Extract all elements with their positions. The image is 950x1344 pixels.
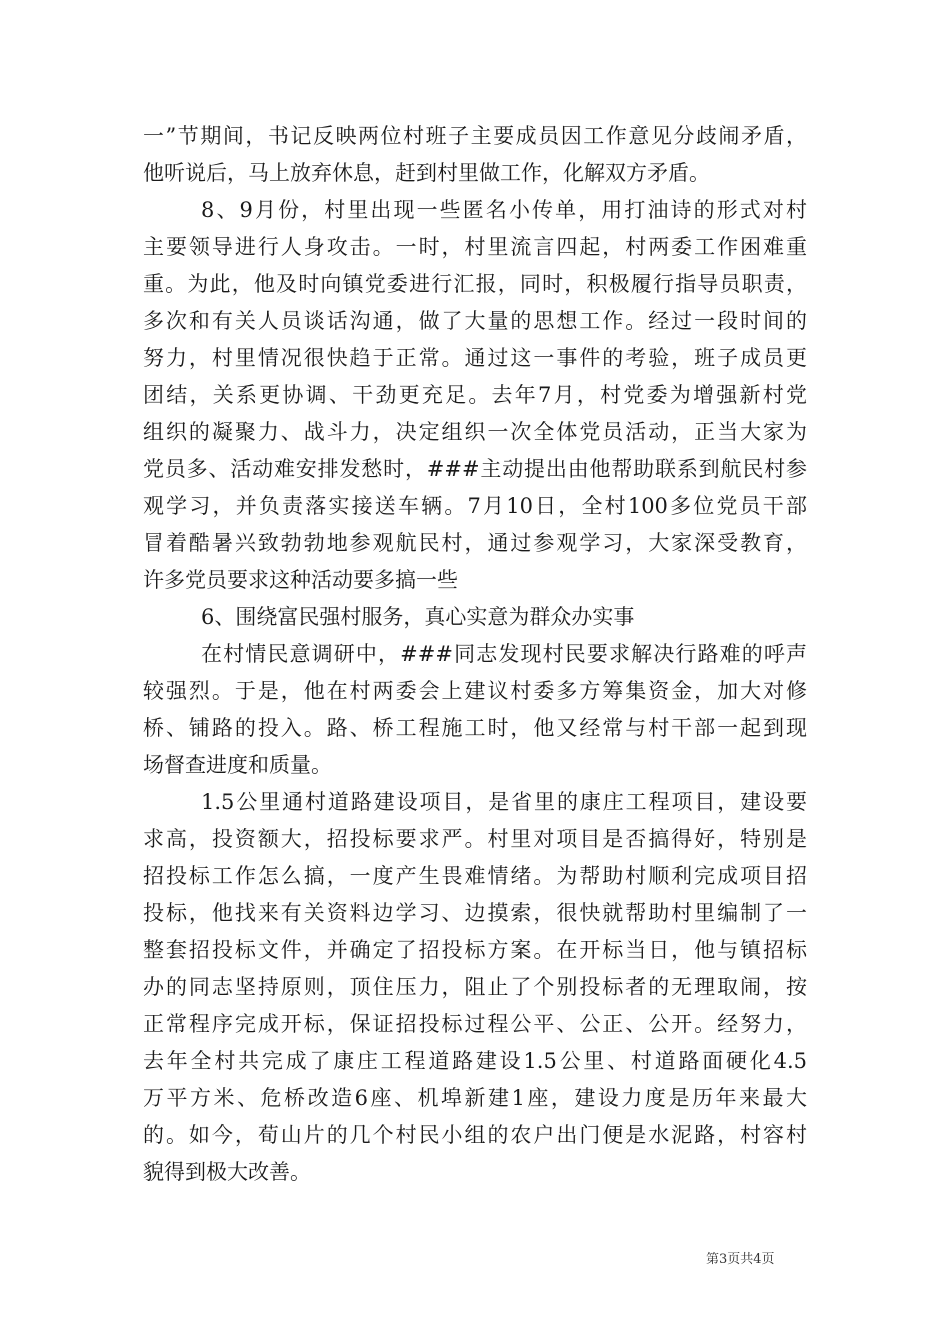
text-line: 一”节期间，书记反映两位村班子主要成员因工作意见分歧闹矛盾，	[143, 124, 807, 148]
text-line: 观学习，并负责落实接送车辆。7月10日，全村100多位党员干部	[143, 494, 807, 518]
text-line: 冒着酷暑兴致勃勃地参观航民村，通过参观学习，大家深受教育，	[143, 531, 807, 555]
text-line: 团结，关系更协调、干劲更充足。去年7月，村党委为增强新村党	[143, 383, 807, 407]
text-line: 1.5公里通村道路建设项目，是省里的康庄工程项目，建设要	[201, 790, 807, 814]
text-line: 整套招投标文件，并确定了招投标方案。在开标当日，他与镇招标	[143, 938, 807, 962]
text-line: 投标，他找来有关资料边学习、边摸索，很快就帮助村里编制了一	[143, 901, 807, 925]
text-line: 场督查进度和质量。	[143, 753, 332, 777]
text-line: 较强烈。于是，他在村两委会上建议村委多方筹集资金，加大对修	[143, 679, 807, 703]
page-number: 第3页共4页	[706, 1252, 775, 1267]
document-body	[143, 118, 807, 1191]
text-line: 招投标工作怎么搞，一度产生畏难情绪。为帮助村顺利完成项目招	[143, 864, 807, 888]
text-line: 许多党员要求这种活动要多搞一些	[143, 568, 458, 592]
text-line: 的。如今，荀山片的几个村民小组的农户出门便是水泥路，村容村	[143, 1123, 807, 1147]
text-line: 党员多、活动难安排发愁时，###主动提出由他帮助联系到航民村参	[143, 457, 807, 481]
text-line: 8、9月份，村里出现一些匿名小传单，用打油诗的形式对村	[201, 198, 807, 222]
text-line: 组织的凝聚力、战斗力，决定组织一次全体党员活动，正当大家为	[143, 420, 807, 444]
text-line: 办的同志坚持原则，顶住压力，阻止了个别投标者的无理取闹，按	[143, 975, 807, 999]
text-line: 万平方米、危桥改造6座、机埠新建1座，建设力度是历年来最大	[143, 1086, 807, 1110]
text-line: 去年全村共完成了康庄工程道路建设1.5公里、村道路面硬化4.5	[143, 1049, 807, 1073]
text-line: 求高，投资额大，招投标要求严。村里对项目是否搞得好，特别是	[143, 827, 807, 851]
text-line: 桥、铺路的投入。路、桥工程施工时，他又经常与村干部一起到现	[143, 716, 807, 740]
text-line: 貌得到极大改善。	[143, 1160, 311, 1184]
text-line: 努力，村里情况很快趋于正常。通过这一事件的考验，班子成员更	[143, 346, 807, 370]
text-line: 正常程序完成开标，保证招投标过程公平、公正、公开。经努力，	[143, 1012, 807, 1036]
text-line: 6、围绕富民强村服务，真心实意为群众办实事	[201, 605, 635, 629]
text-line: 在村情民意调研中，###同志发现村民要求解决行路难的呼声	[201, 642, 807, 666]
text-line: 主要领导进行人身攻击。一时，村里流言四起，村两委工作困难重	[143, 235, 807, 259]
text-line: 他听说后，马上放弃休息，赶到村里做工作，化解双方矛盾。	[143, 161, 710, 185]
text-line: 多次和有关人员谈话沟通，做了大量的思想工作。经过一段时间的	[143, 309, 807, 333]
text-line: 重。为此，他及时向镇党委进行汇报，同时，积极履行指导员职责，	[143, 272, 807, 296]
